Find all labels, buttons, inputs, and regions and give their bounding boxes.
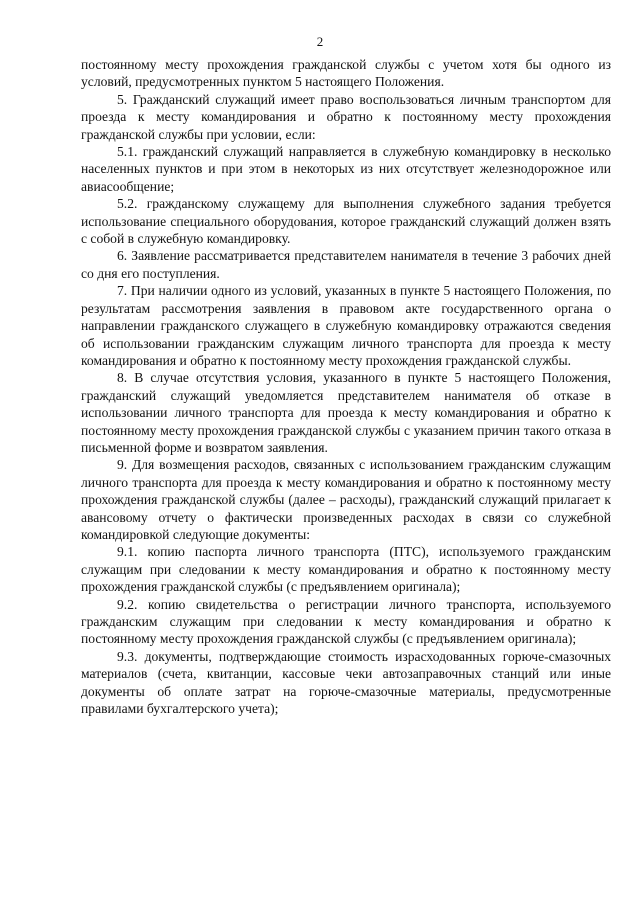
paragraph-item-9: 9. Для возмещения расходов, связанных с использованием гражданским служащим личного транспорта для проезда к месту командирования и обратно к постоянному месту прохождения гражданской службы (далее – расходы), гражданский служащий прилагает к авансовому отчету о фактически произведенных расходах в связи со служебной командировкой следующие документы: [81,457,611,542]
paragraph-item-5-1: 5.1. гражданский служащий направляется в служебную командировку в несколько населенных пунктов и при этом в некоторых из них отсутствует железнодорожное или авиасообщение; [81,144,611,194]
paragraph-item-7: 7. При наличии одного из условий, указанных в пункте 5 настоящего Положения, по результатам рассмотрения заявления в правовом акте государственного органа о направлении гражданского служащего в служебную командировку отражаются сведения об использовании гражданским служащим личного транспорта для проезда к месту командирования и обратно к постоянному месту прохождения гражданской службы. [81,283,611,368]
paragraph-item-6: 6. Заявление рассматривается представителем нанимателя в течение 3 рабочих дней со дня его поступления. [81,248,611,281]
paragraph-item-5-2: 5.2. гражданскому служащему для выполнения служебного задания требуется использование специального оборудования, которое гражданский служащий должен взять с собой в служебную командировку. [81,196,611,247]
paragraph-item-8: 8. В случае отсутствия условия, указанного в пункте 5 настоящего Положения, гражданский служащий уведомляется представителем нанимателя об отказе в использовании личного транспорта для проезда к месту командирования и обратно к постоянному месту прохождения гражданской службы с указанием причин такого отказа в письменной форме и возвратом заявления. [81,370,611,455]
document-body [81,56,611,717]
paragraph-item-9-3: 9.3. документы, подтверждающие стоимость израсходованных горюче-смазочных материалов (счета, квитанции, кассовые чеки автозаправочных станций или иные документы об оплате затрат на горюче-смазочные материалы, предусмотренные правилами бухгалтерского учета); [81,648,611,717]
paragraph-continuation: постоянному месту прохождения гражданской службы с учетом хотя бы одного из условий, предусмотренных пунктом 5 настоящего Положения. [81,57,611,90]
page-number: 2 [316,34,324,49]
paragraph-item-9-1: 9.1. копию паспорта личного транспорта (ПТС), используемого гражданским служащим при следовании к месту командирования и обратно к постоянному месту прохождения гражданской службы (с предъявлением оригинала); [81,544,611,595]
paragraph-item-5: 5. Гражданский служащий имеет право воспользоваться личным транспортом для проезда к месту командирования и обратно к постоянному месту прохождения гражданской службы при условии, если: [81,91,611,142]
paragraph-item-9-2: 9.2. копию свидетельства о регистрации личного транспорта, используемого гражданским служащим при следовании к месту командирования и обратно к постоянному месту прохождения гражданской службы (с предъявлением оригинала); [81,596,611,647]
